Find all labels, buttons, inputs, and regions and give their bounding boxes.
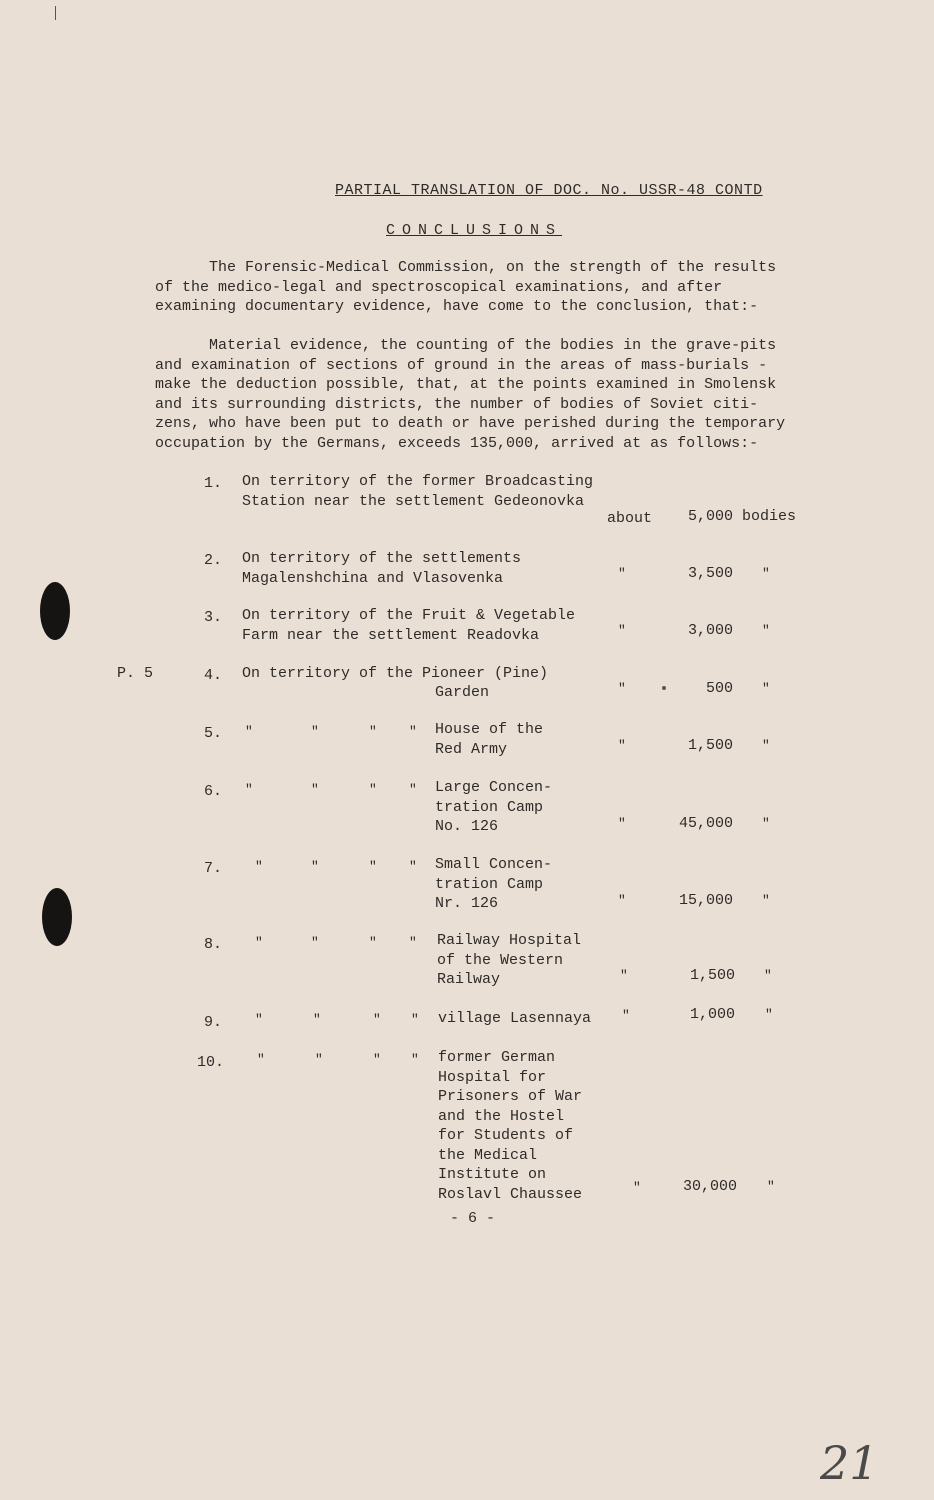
margin-tick	[55, 6, 56, 20]
ditto-mark: "	[315, 1052, 323, 1067]
item-unit: "	[762, 566, 770, 581]
item-number: 5.	[203, 725, 222, 742]
punch-hole	[40, 582, 70, 640]
item-number: 9.	[203, 1014, 222, 1031]
item-location: House of the Red Army	[435, 721, 544, 758]
item-qualifier: "	[620, 968, 628, 983]
item-number: 1.	[203, 475, 222, 492]
item-count: 3,000	[687, 622, 733, 639]
ditto-mark: "	[257, 1052, 265, 1067]
item-unit: "	[762, 893, 770, 908]
ditto-mark: "	[369, 859, 377, 874]
item-number: 7.	[203, 860, 222, 877]
ditto-mark: "	[411, 1012, 419, 1027]
item-count: 30,000	[682, 1178, 737, 1195]
ditto-mark: "	[311, 724, 319, 739]
ditto-mark: "	[311, 782, 319, 797]
ditto-mark: "	[255, 1012, 263, 1027]
handwritten-folio-number: 21	[820, 1436, 879, 1490]
ditto-mark: "	[245, 724, 253, 739]
ditto-mark: "	[409, 935, 417, 950]
item-qualifier: "	[618, 681, 626, 696]
ditto-mark: "	[373, 1052, 381, 1067]
item-location: On territory of the settlements Magalenshchina and Vlasovenka	[242, 550, 522, 587]
item-count: 1,000	[689, 1006, 735, 1023]
ditto-mark: "	[313, 1012, 321, 1027]
ditto-mark: "	[369, 935, 377, 950]
ditto-mark: "	[369, 782, 377, 797]
item-location: village Lasennaya	[438, 1010, 592, 1027]
item-location: Large Concen- tration Camp No. 126	[435, 779, 553, 835]
section-heading: CONCLUSIONS	[386, 222, 563, 239]
item-qualifier: about	[607, 510, 653, 527]
item-location: former German Hospital for Prisoners of War and the Hostel for Students of the Medical Institute on Roslavl Chaussee	[438, 1049, 583, 1203]
ditto-mark: "	[409, 782, 417, 797]
item-count: 3,500	[687, 565, 733, 582]
ditto-mark: "	[311, 859, 319, 874]
item-count: 1,500	[687, 737, 733, 754]
ditto-mark: "	[369, 724, 377, 739]
item-location: On territory of the Fruit & Vegetable Farm near the settlement Readovka	[242, 607, 576, 644]
item-number: 6.	[203, 783, 222, 800]
item-qualifier: "	[618, 566, 626, 581]
item-unit: bodies	[742, 508, 797, 525]
ditto-mark: "	[311, 935, 319, 950]
ditto-mark: "	[409, 859, 417, 874]
item-qualifier: "	[633, 1180, 641, 1195]
margin-page-reference: P. 5	[117, 665, 154, 682]
item-number: 3.	[203, 609, 222, 626]
ditto-mark: "	[255, 935, 263, 950]
item-unit: "	[762, 816, 770, 831]
item-location-continued: Garden	[435, 684, 490, 701]
ditto-mark: "	[255, 859, 263, 874]
paragraph-intro: The Forensic-Medical Commission, on the strength of the results of the medico-legal and spectroscopical examinations, and after examining documentary evidence, have come to the conclusion, that:-	[155, 259, 777, 315]
ditto-mark: "	[373, 1012, 381, 1027]
punch-hole	[42, 888, 72, 946]
item-number: 8.	[203, 936, 222, 953]
item-number: 2.	[203, 552, 222, 569]
item-location: On territory of the former Broadcasting Station near the settlement Gedeonovka	[242, 473, 594, 510]
item-number: 10.	[196, 1054, 224, 1071]
item-unit: "	[762, 623, 770, 638]
ditto-mark: "	[409, 724, 417, 739]
item-qualifier: "	[618, 893, 626, 908]
document-title: PARTIAL TRANSLATION OF DOC. No. USSR-48 CONTD	[335, 182, 763, 199]
item-location: Small Concen- tration Camp Nr. 126	[435, 856, 553, 912]
ditto-mark: "	[245, 782, 253, 797]
item-number: 4.	[203, 667, 222, 684]
item-unit: "	[767, 1179, 775, 1194]
item-location: On territory of the Pioneer (Pine)	[242, 665, 549, 682]
item-unit: "	[764, 968, 772, 983]
item-qualifier: "	[618, 623, 626, 638]
item-count: 1,500	[689, 967, 735, 984]
item-unit: "	[762, 681, 770, 696]
paragraph-evidence: Material evidence, the counting of the bodies in the grave-pits and examination of sections of ground in the areas of mass-burials - make the deduction possible, that, at the points examined in Smolensk and its surrounding districts, the number of bodies of Soviet citi- zens, who have been put to death or have perished during the temporary occupation by the Germans, exceeds 135,000, arrived at as follows:-	[155, 337, 786, 452]
item-count: 45,000	[678, 815, 733, 832]
item-unit: "	[765, 1007, 773, 1022]
item-count: 5,000	[687, 508, 733, 525]
item-qualifier: "	[618, 738, 626, 753]
item-unit: "	[762, 738, 770, 753]
item-qualifier: "	[618, 816, 626, 831]
ditto-mark: "	[411, 1052, 419, 1067]
page-number: - 6 -	[450, 1210, 496, 1227]
item-count: 500	[705, 680, 733, 697]
item-location: Railway Hospital of the Western Railway	[437, 932, 582, 988]
item-count: 15,000	[678, 892, 733, 909]
item-qualifier: "	[622, 1008, 630, 1023]
